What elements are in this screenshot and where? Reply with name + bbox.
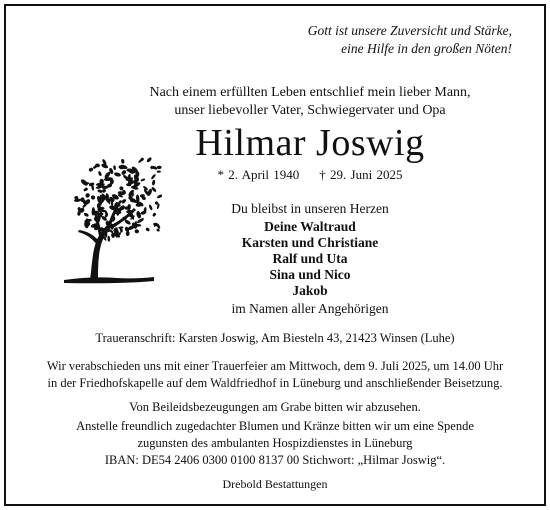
intro-text [130, 84, 490, 120]
tree-leaf [121, 169, 128, 176]
undertaker-name: Drebold Bestattungen [222, 477, 328, 491]
life-dates [130, 166, 490, 184]
falling-leaf [146, 157, 153, 163]
falling-leaf [156, 194, 162, 199]
tree-leaf [101, 188, 106, 193]
windblown-tree-icon [62, 138, 162, 288]
remembrance-heading: Du bleibst in unseren Herzen [231, 201, 389, 216]
bible-quote [212, 22, 512, 58]
ceremony-line: in der Friedhofskapelle auf dem Waldfriedhof in Lüneburg und anschließender Beisetzung. [47, 376, 503, 390]
tree-leaf [113, 165, 116, 170]
death-date: † 29. Juni 2025 [319, 167, 403, 182]
falling-leaf [148, 204, 153, 211]
mourning-address: Traueranschrift: Karsten Joswig, Am Biesteln 43, 21423 Winsen (Luhe) [95, 331, 455, 345]
falling-leaf [157, 170, 161, 172]
donation-line: Anstelle freundlich zugedachter Blumen und Kränze bitten wir um eine Spende [76, 419, 474, 433]
intro-line: unser liebevoller Vater, Schwiegervater und Opa [174, 103, 446, 118]
tree-leaf [85, 192, 91, 198]
falling-leaf [152, 179, 156, 185]
tree-leaf [119, 186, 123, 190]
donation-info [20, 418, 530, 469]
mourner-name: Sina und Nico [269, 267, 351, 282]
falling-leaf [156, 228, 160, 232]
donation-line: zugunsten des ambulanten Hospizdienstes in Lüneburg [137, 436, 413, 450]
falling-leaf [152, 212, 157, 217]
tree-leaf [107, 236, 110, 242]
condolence-note: Von Beileidsbezeugungen am Grabe bitten wir abzusehen. [129, 400, 421, 414]
ceremony-info [20, 358, 530, 392]
mourner-name: Jakob [292, 283, 328, 298]
tree-leaf [114, 172, 122, 177]
mourner-list [130, 219, 490, 299]
tree-leaf [83, 187, 88, 192]
tree-leaf [90, 194, 96, 200]
mourner-name: Deine Waltraud [264, 219, 356, 234]
falling-leaf [140, 178, 145, 182]
tree-leaf [97, 189, 103, 194]
donation-line: IBAN: DE54 2406 0300 0100 8137 00 Stichwort: „Hilmar Joswig“. [104, 453, 446, 467]
tree-leaf [136, 217, 144, 224]
tree-leaf [88, 167, 94, 172]
tree-leaf [124, 219, 132, 226]
relatives-line: im Namen aller Angehörigen [231, 301, 389, 316]
ceremony-line: Wir verabschieden uns mit einer Trauerfeier am Mittwoch, dem 9. Juli 2025, um 14.00 Uhr [46, 359, 504, 373]
mourner-name: Ralf und Uta [272, 251, 348, 266]
tree-leaf [98, 171, 103, 177]
falling-leaf [145, 227, 150, 232]
tree-leaf [125, 231, 129, 237]
birth-date: * 2. April 1940 [217, 167, 300, 182]
tree-leaf [136, 210, 142, 218]
intro-line: Nach einem erfüllten Leben entschlief mein lieber Mann, [149, 85, 471, 100]
falling-leaf [157, 166, 162, 169]
deceased-name: Hilmar Joswig [195, 122, 425, 164]
quote-line: eine Hilfe in den großen Nöten! [341, 41, 512, 56]
mourner-name: Karsten und Christiane [241, 235, 379, 250]
tree-leaf [134, 229, 139, 234]
tree-leaf [121, 159, 125, 164]
falling-leaf [150, 173, 156, 179]
quote-line: Gott ist unsere Zuversicht und Stärke, [307, 23, 512, 38]
tree-leaf [83, 212, 89, 217]
